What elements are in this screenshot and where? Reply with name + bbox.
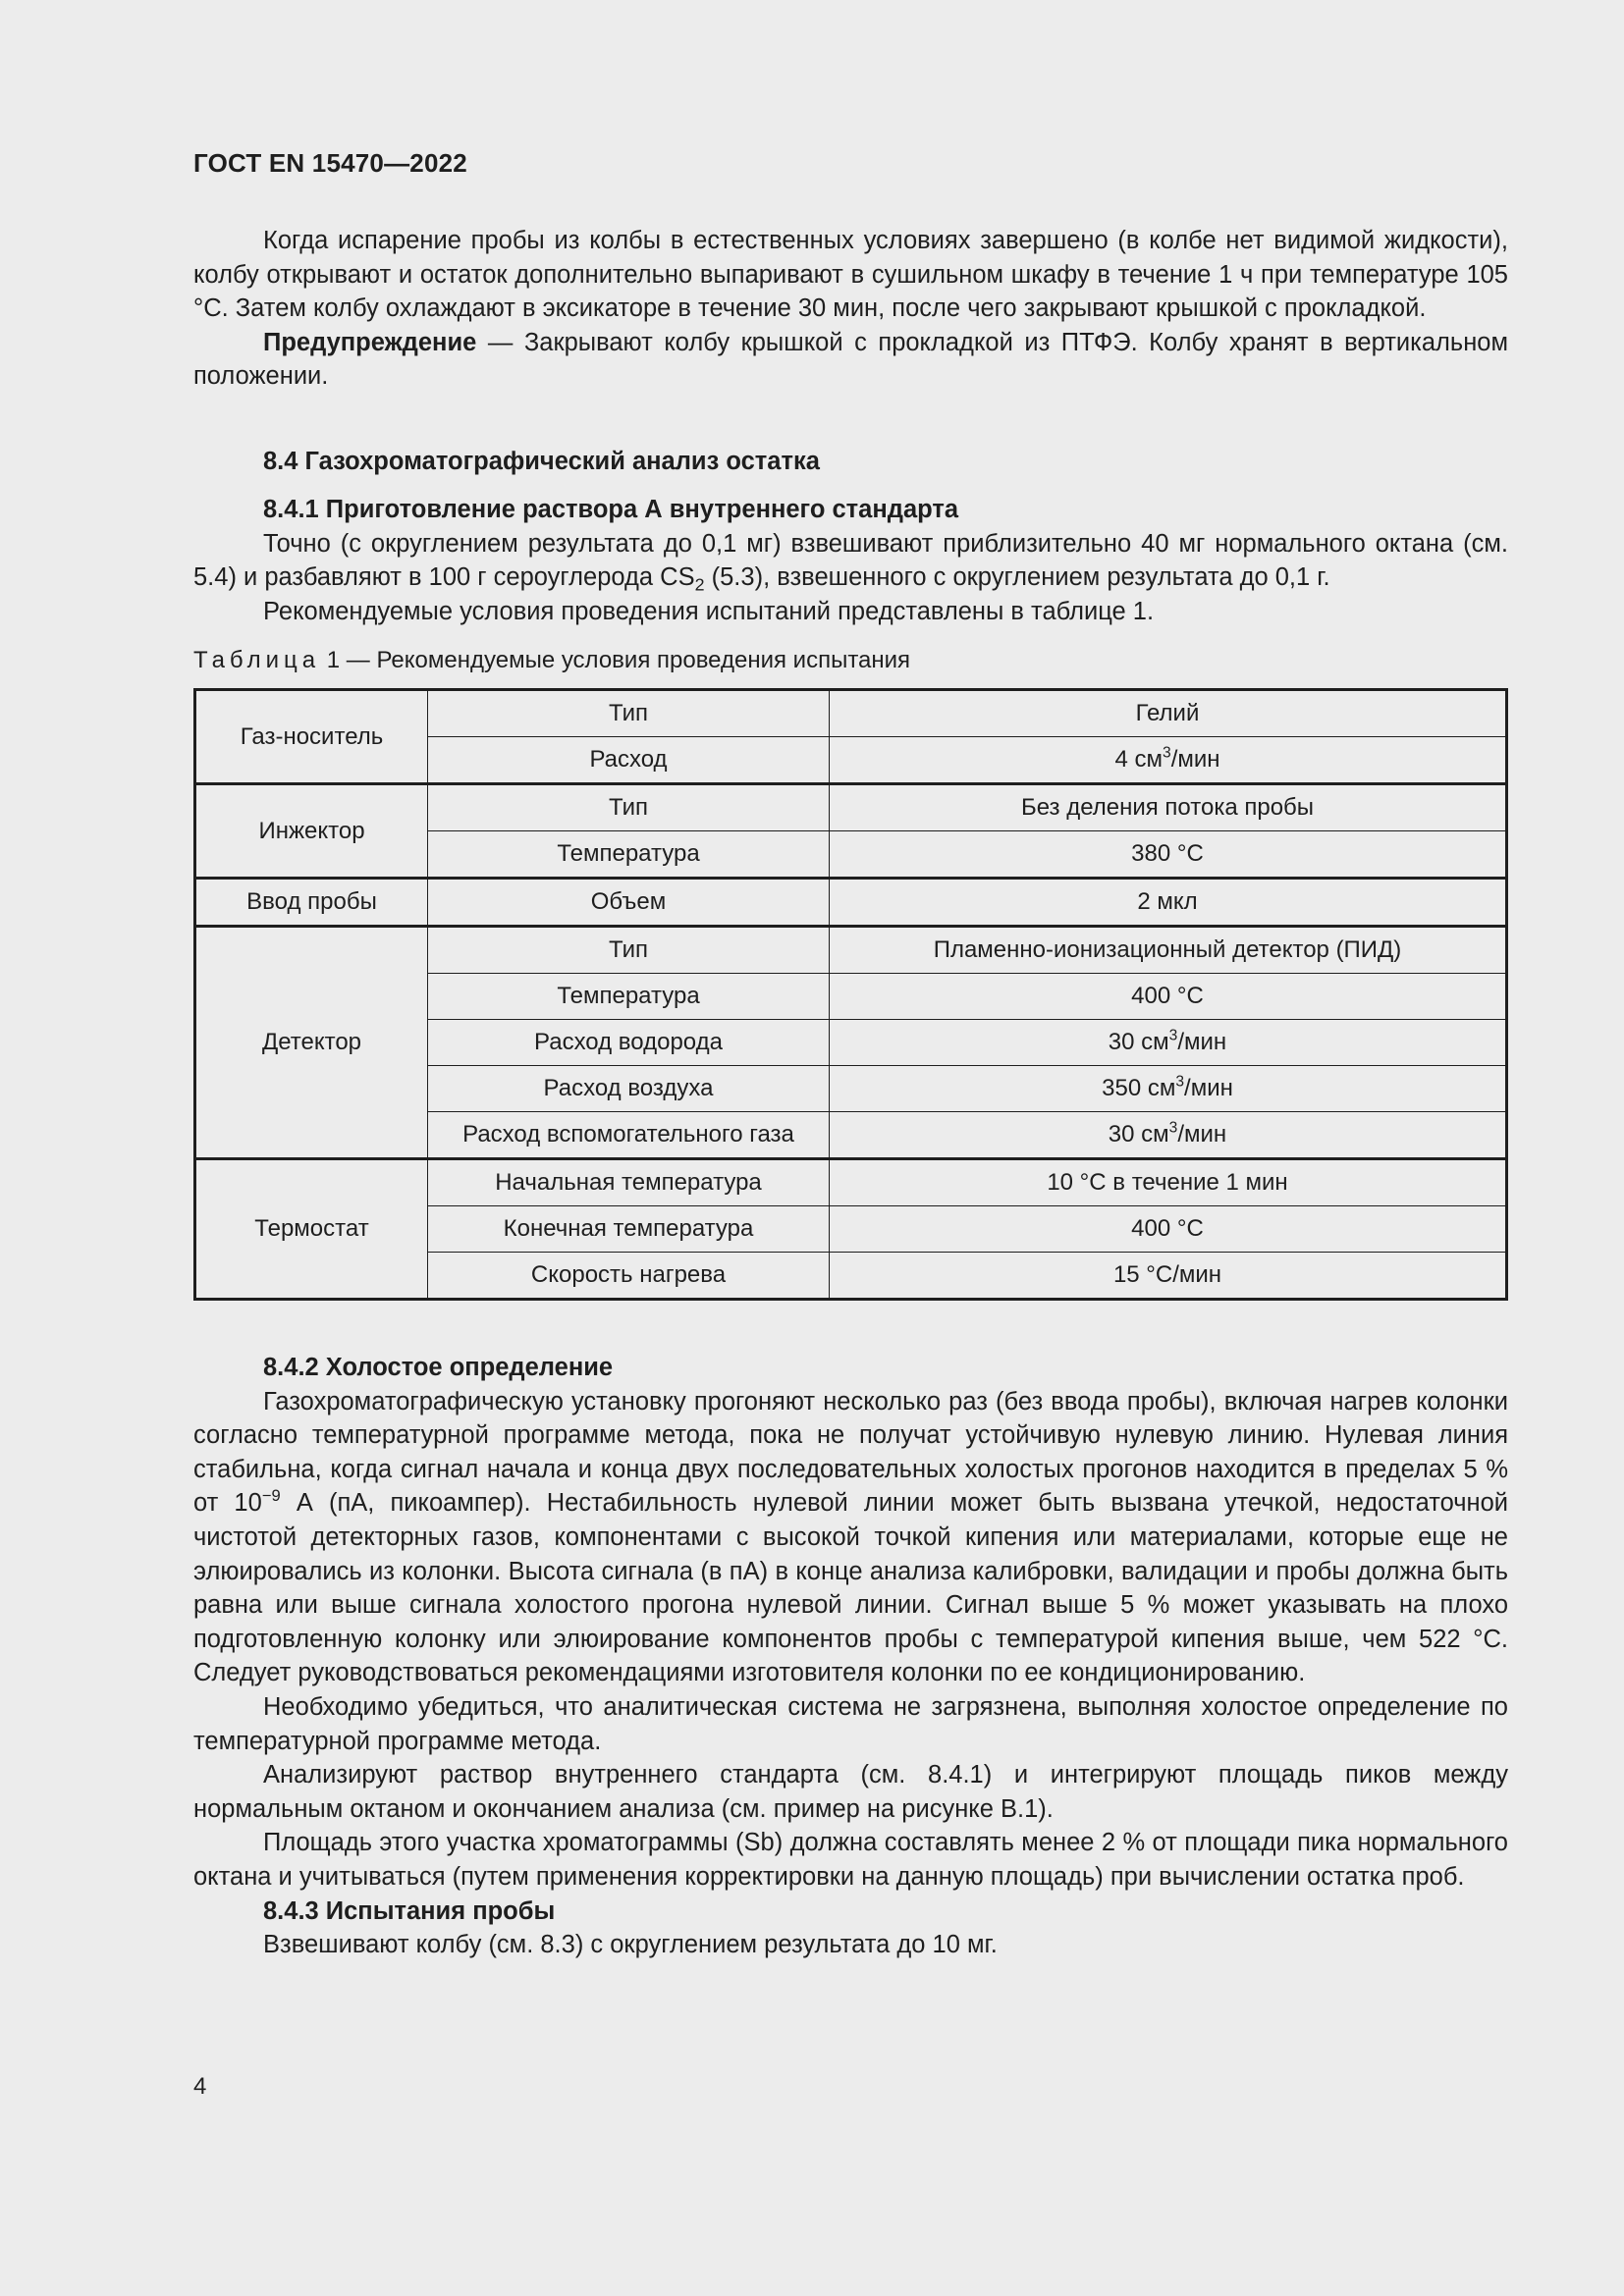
section-8-4 [193, 445, 1508, 479]
table-caption [193, 647, 910, 674]
value-text: 350 см [1102, 1075, 1176, 1101]
text-run: Газохроматографическую установку прогоняют несколько раз (без ввода пробы), включая нагрев колонки согласно температурной программе метода, пока не получат устойчивую нулевую линию. Нулевая линия стабильна, когда сигнал начала и конца двух последовательных холостых прогонов находится в пределах 5 % от 10 [193, 1387, 1508, 1518]
section-heading-8-4-3: 8.4.3 Испытания пробы [263, 1896, 556, 1925]
value-cell [830, 1112, 1507, 1159]
group-cell: Инжектор [195, 784, 428, 879]
group-cell: Ввод пробы [195, 879, 428, 927]
value-cell: 15 °С/мин [830, 1253, 1507, 1300]
conditions-table [193, 688, 1508, 1301]
subscript: 2 [694, 574, 705, 595]
text-run: Точно (с округлением результата до 0,1 мг) взвешивают приблизительно 40 мг нормального октана (см. 5.4) и разбавляют в 100 г сероуглерода CS [193, 529, 1508, 592]
value-text: 30 см [1108, 1029, 1169, 1055]
paragraph-8-4-2-b: Необходимо убедиться, что аналитическая система не загрязнена, выполняя холостое определение по температурной программе метода. [193, 1692, 1508, 1755]
document-header: ГОСТ EN 15470—2022 [193, 148, 467, 178]
table-row [195, 690, 1507, 737]
paragraph-8-4-1-a [193, 527, 1508, 595]
param-cell: Температура [428, 974, 830, 1020]
param-cell: Расход [428, 737, 830, 784]
section-heading-8-4: 8.4 Газохроматографический анализ остатка [263, 448, 820, 475]
value-cell: Гелий [830, 690, 1507, 737]
document-page [193, 0, 1508, 2296]
superscript: 3 [1163, 744, 1171, 762]
param-cell: Расход водорода [428, 1020, 830, 1066]
group-cell: Термостат [195, 1159, 428, 1300]
paragraph-8-4-2-c: Анализируют раствор внутреннего стандарта (см. 8.4.1) и интегрируют площадь пиков между нормальным октаном и окончанием анализа (см. пример на рисунке В.1). [193, 1761, 1508, 1823]
paragraph-8-4-1-b: Рекомендуемые условия проведения испытаний представлены в таблице 1. [263, 597, 1155, 625]
table-caption-prefix: Таблица [193, 647, 321, 673]
param-cell: Тип [428, 784, 830, 831]
text-run: (5.3), взвешенного с округлением результата до 0,1 г. [704, 563, 1330, 592]
value-cell: 400 °С [830, 974, 1507, 1020]
warning-label: Предупреждение [263, 328, 477, 356]
page-number: 4 [193, 2073, 207, 2100]
value-cell: 400 °С [830, 1206, 1507, 1253]
param-cell: Температура [428, 831, 830, 879]
param-cell: Конечная температура [428, 1206, 830, 1253]
value-cell: Пламенно-ионизационный детектор (ПИД) [830, 927, 1507, 974]
superscript: 3 [1168, 1119, 1178, 1137]
paragraph-8-4-2-a [193, 1385, 1508, 1690]
value-cell: Без деления потока пробы [830, 784, 1507, 831]
table-row [195, 784, 1507, 831]
group-cell: Детектор [195, 927, 428, 1159]
table-row [195, 879, 1507, 927]
param-cell: Начальная температура [428, 1159, 830, 1206]
value-unit: /мин [1170, 746, 1220, 773]
superscript: 3 [1168, 1027, 1178, 1044]
value-cell: 380 °С [830, 831, 1507, 879]
param-cell: Тип [428, 690, 830, 737]
param-cell: Расход вспомогательного газа [428, 1112, 830, 1159]
section-8-4-2 [193, 1351, 1508, 1962]
value-unit: /мин [1177, 1029, 1227, 1055]
text-run: А (пА, пикоампер). Нестабильность нулевой линии может быть вызвана утечкой, недостаточной чистотой детекторных газов, компонентами с высокой точкой кипения или материалами, которые еще не элюировались из колонки. Высота сигнала (в пА) в конце анализа калибровки, валидации и пробы должна быть равна или выше сигнала холостого прогона нулевой линии. Сигнал выше 5 % может указывать на плохо подготовленную колонку или элюирование компонентов пробы с температурой кипения выше, чем 522 °С. Следует руководствоваться рекомендациями изготовителя колонки по ее кондиционированию. [193, 1489, 1508, 1687]
param-cell: Тип [428, 927, 830, 974]
superscript: −9 [261, 1486, 281, 1506]
superscript: 3 [1175, 1073, 1185, 1091]
value-unit: /мин [1184, 1075, 1233, 1101]
section-heading-8-4-2: 8.4.2 Холостое определение [263, 1354, 614, 1381]
value-cell [830, 737, 1507, 784]
value-cell [830, 1066, 1507, 1112]
table-row [195, 927, 1507, 974]
param-cell: Объем [428, 879, 830, 927]
intro-paragraph: Когда испарение пробы из колбы в естественных условиях завершено (в колбе нет видимой жидкости), колбу открывают и остаток дополнительно выпаривают в сушильном шкафу в течение 1 ч при температуре 105 °С. Затем колбу охлаждают в эксикаторе в течение 30 мин, после чего закрывают крышкой с прокладкой. [193, 227, 1508, 323]
value-text: 30 см [1108, 1121, 1169, 1148]
value-text: 4 см [1114, 746, 1163, 773]
paragraph-8-4-3: Взвешивают колбу (см. 8.3) с округлением результата до 10 мг. [263, 1931, 998, 1959]
intro-block [193, 224, 1508, 394]
section-8-4-1 [193, 493, 1508, 628]
table-row [195, 1159, 1507, 1206]
value-cell: 2 мкл [830, 879, 1507, 927]
section-heading-8-4-1: 8.4.1 Приготовление раствора А внутреннего стандарта [263, 496, 959, 523]
group-cell: Газ-носитель [195, 690, 428, 784]
table-caption-text: 1 — Рекомендуемые условия проведения испытания [320, 647, 911, 673]
value-cell [830, 1020, 1507, 1066]
param-cell: Скорость нагрева [428, 1253, 830, 1300]
value-unit: /мин [1177, 1121, 1227, 1148]
value-cell: 10 °С в течение 1 мин [830, 1159, 1507, 1206]
warning-text: — Закрывают колбу крышкой с прокладкой из ПТФЭ. Колбу хранят в вертикальном положении. [193, 328, 1508, 391]
paragraph-8-4-2-d: Площадь этого участка хроматограммы (Sb) должна составлять менее 2 % от площади пика нормального октана и учитываться (путем применения корректировки на данную площадь) при вычислении остатка проб. [193, 1829, 1508, 1891]
param-cell: Расход воздуха [428, 1066, 830, 1112]
warning-paragraph [193, 326, 1508, 394]
